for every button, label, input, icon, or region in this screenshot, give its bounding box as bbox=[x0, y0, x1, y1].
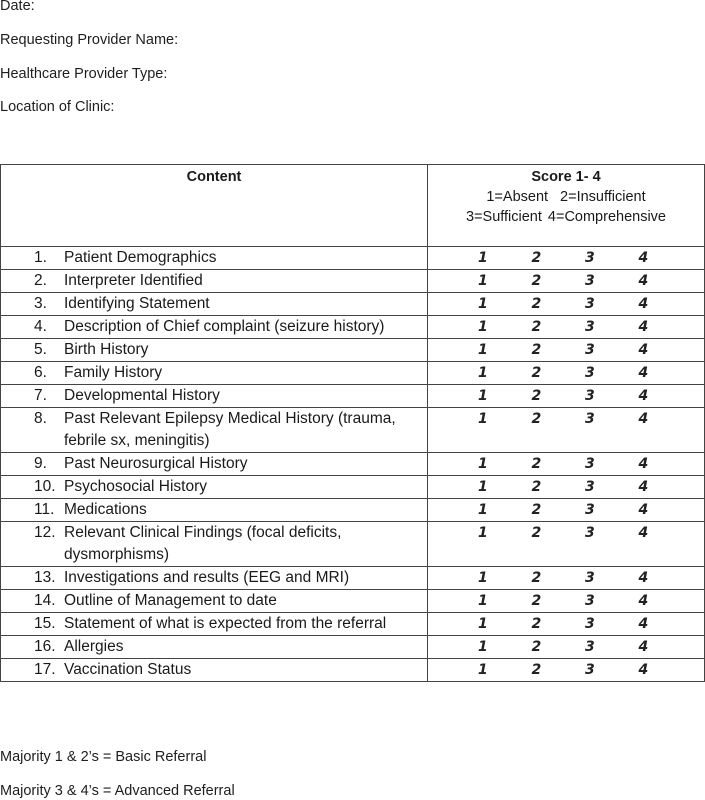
score-cell bbox=[428, 316, 705, 339]
score-cell bbox=[428, 385, 705, 408]
score-option-4[interactable]: 4 bbox=[638, 479, 649, 495]
score-option-4[interactable]: 4 bbox=[638, 273, 649, 289]
item-label: Relevant Clinical Findings (focal deficits, dysmorphisms) bbox=[64, 524, 342, 563]
score-cell bbox=[428, 499, 705, 522]
score-option-2[interactable]: 2 bbox=[531, 342, 542, 358]
item-number bbox=[1, 362, 64, 384]
item-number-text: 15. bbox=[34, 615, 56, 632]
table-row bbox=[1, 408, 705, 453]
content-cell bbox=[1, 362, 428, 385]
score-option-4[interactable]: 4 bbox=[638, 616, 649, 632]
table-row bbox=[1, 453, 705, 476]
item-number-text: 14. bbox=[34, 592, 56, 609]
score-cell bbox=[428, 270, 705, 293]
score-option-4[interactable]: 4 bbox=[638, 502, 649, 518]
table-row bbox=[1, 247, 705, 270]
score-option-4[interactable]: 4 bbox=[638, 525, 649, 541]
table-row bbox=[1, 293, 705, 316]
item-number bbox=[1, 316, 64, 338]
score-option-2[interactable]: 2 bbox=[531, 296, 542, 312]
item-number-text: 13. bbox=[34, 569, 56, 586]
score-option-2[interactable]: 2 bbox=[531, 365, 542, 381]
score-option-4[interactable]: 4 bbox=[638, 593, 649, 609]
score-option-4[interactable]: 4 bbox=[638, 250, 649, 266]
content-cell bbox=[1, 408, 428, 453]
content-cell bbox=[1, 659, 428, 682]
table-row bbox=[1, 476, 705, 499]
score-option-1[interactable]: 1 bbox=[478, 411, 488, 427]
score-header-title: Score 1- 4 bbox=[531, 169, 601, 185]
score-option-1[interactable]: 1 bbox=[478, 456, 488, 472]
score-option-2[interactable]: 2 bbox=[531, 273, 542, 289]
score-option-3[interactable]: 3 bbox=[585, 296, 595, 312]
score-option-4[interactable]: 4 bbox=[638, 365, 649, 381]
content-cell bbox=[1, 247, 428, 270]
form-field-location-of-clinic: Location of Clinic: bbox=[0, 99, 115, 115]
item-number-text: 2. bbox=[34, 272, 47, 289]
item-label: Investigations and results (EEG and MRI) bbox=[64, 569, 350, 586]
table-row bbox=[1, 613, 705, 636]
score-option-1[interactable]: 1 bbox=[478, 616, 488, 632]
score-cell bbox=[428, 636, 705, 659]
table-row bbox=[1, 659, 705, 682]
item-number bbox=[1, 659, 64, 681]
item-label: Vaccination Status bbox=[64, 661, 192, 678]
table-row bbox=[1, 385, 705, 408]
score-cell bbox=[428, 613, 705, 636]
item-number bbox=[1, 385, 64, 407]
score-option-3[interactable]: 3 bbox=[585, 388, 595, 404]
score-option-4[interactable]: 4 bbox=[638, 639, 649, 655]
score-option-1[interactable]: 1 bbox=[478, 365, 488, 381]
content-cell bbox=[1, 636, 428, 659]
score-cell bbox=[428, 522, 705, 567]
item-number-text: 17. bbox=[34, 661, 56, 678]
score-legend-line-2 bbox=[428, 207, 704, 227]
item-number bbox=[1, 567, 64, 589]
score-option-1[interactable]: 1 bbox=[478, 593, 488, 609]
score-cell bbox=[428, 567, 705, 590]
legend-sufficient: 3=Sufficient bbox=[465, 209, 542, 225]
item-number bbox=[1, 613, 64, 635]
table-row bbox=[1, 270, 705, 293]
score-cell bbox=[428, 362, 705, 385]
item-label: Developmental History bbox=[64, 387, 220, 404]
item-label: Identifying Statement bbox=[64, 295, 210, 312]
item-number bbox=[1, 453, 64, 475]
score-option-2[interactable]: 2 bbox=[531, 456, 542, 472]
score-option-4[interactable]: 4 bbox=[638, 342, 649, 358]
item-label: Psychosocial History bbox=[64, 478, 207, 495]
item-label: Birth History bbox=[64, 341, 149, 358]
legend-insufficient: 2=Insufficient bbox=[560, 189, 646, 205]
score-option-4[interactable]: 4 bbox=[638, 296, 649, 312]
item-number bbox=[1, 499, 64, 521]
item-number-text: 9. bbox=[34, 455, 47, 472]
content-cell bbox=[1, 270, 428, 293]
score-option-4[interactable]: 4 bbox=[638, 662, 649, 678]
score-cell bbox=[428, 339, 705, 362]
item-number bbox=[1, 339, 64, 361]
item-number-text: 8. bbox=[34, 410, 47, 427]
item-number-text: 5. bbox=[34, 341, 47, 358]
content-cell bbox=[1, 476, 428, 499]
score-option-1[interactable]: 1 bbox=[478, 639, 488, 655]
score-option-2[interactable]: 2 bbox=[531, 250, 542, 266]
item-number bbox=[1, 270, 64, 292]
score-option-4[interactable]: 4 bbox=[638, 411, 649, 427]
legend-comprehensive: 4=Comprehensive bbox=[547, 209, 666, 225]
form-field-requesting-provider-name: Requesting Provider Name: bbox=[0, 32, 179, 48]
score-option-1[interactable]: 1 bbox=[478, 479, 488, 495]
item-number-text: 11. bbox=[34, 501, 55, 518]
score-option-3[interactable]: 3 bbox=[585, 456, 595, 472]
item-label: Medications bbox=[64, 501, 147, 518]
item-label: Interpreter Identified bbox=[64, 272, 203, 289]
score-option-2[interactable]: 2 bbox=[531, 662, 542, 678]
table-header-row bbox=[1, 165, 705, 247]
score-option-1[interactable]: 1 bbox=[478, 250, 488, 266]
item-number bbox=[1, 636, 64, 658]
score-option-1[interactable]: 1 bbox=[478, 273, 488, 289]
score-option-2[interactable]: 2 bbox=[531, 411, 542, 427]
score-option-3[interactable]: 3 bbox=[585, 342, 595, 358]
score-column-header bbox=[428, 165, 705, 247]
table-row bbox=[1, 316, 705, 339]
item-label: Past Relevant Epilepsy Medical History (trauma, febrile sx, meningitis) bbox=[64, 410, 396, 449]
content-cell bbox=[1, 567, 428, 590]
content-cell bbox=[1, 316, 428, 339]
referral-scoring-table bbox=[0, 164, 705, 682]
item-number-text: 6. bbox=[34, 364, 47, 381]
content-cell bbox=[1, 293, 428, 316]
item-number bbox=[1, 522, 64, 566]
item-label: Statement of what is expected from the referral bbox=[64, 615, 387, 632]
score-option-3[interactable]: 3 bbox=[585, 365, 595, 381]
item-number-text: 3. bbox=[34, 295, 47, 312]
item-number-text: 1. bbox=[34, 249, 47, 266]
score-option-2[interactable]: 2 bbox=[531, 319, 542, 335]
form-field-healthcare-provider-type: Healthcare Provider Type: bbox=[0, 66, 168, 82]
content-column-header bbox=[1, 165, 428, 247]
score-option-1[interactable]: 1 bbox=[478, 388, 488, 404]
item-number-text: 4. bbox=[34, 318, 47, 335]
score-option-3[interactable]: 3 bbox=[585, 273, 595, 289]
score-option-3[interactable]: 3 bbox=[585, 616, 595, 632]
content-cell bbox=[1, 385, 428, 408]
score-option-3[interactable]: 3 bbox=[585, 411, 595, 427]
score-option-1[interactable]: 1 bbox=[478, 502, 488, 518]
table-row bbox=[1, 590, 705, 613]
score-option-3[interactable]: 3 bbox=[585, 502, 595, 518]
table-row bbox=[1, 636, 705, 659]
score-option-2[interactable]: 2 bbox=[531, 593, 542, 609]
content-cell bbox=[1, 590, 428, 613]
item-label: Allergies bbox=[64, 638, 124, 655]
score-option-3[interactable]: 3 bbox=[585, 639, 595, 655]
score-option-2[interactable]: 2 bbox=[531, 525, 542, 541]
score-legend-line-1 bbox=[428, 187, 704, 207]
item-number bbox=[1, 590, 64, 612]
score-option-1[interactable]: 1 bbox=[478, 570, 488, 586]
score-option-2[interactable]: 2 bbox=[531, 570, 542, 586]
score-cell bbox=[428, 453, 705, 476]
form-field-date: Date: bbox=[0, 0, 35, 14]
content-cell bbox=[1, 613, 428, 636]
score-option-2[interactable]: 2 bbox=[531, 388, 542, 404]
content-cell bbox=[1, 499, 428, 522]
score-option-3[interactable]: 3 bbox=[585, 319, 595, 335]
score-option-2[interactable]: 2 bbox=[531, 616, 542, 632]
item-number-text: 7. bbox=[34, 387, 47, 404]
score-option-3[interactable]: 3 bbox=[585, 479, 595, 495]
score-option-1[interactable]: 1 bbox=[478, 525, 488, 541]
footer-advanced-referral: Majority 3 & 4’s = Advanced Referral bbox=[0, 783, 235, 799]
content-cell bbox=[1, 522, 428, 567]
item-label: Past Neurosurgical History bbox=[64, 455, 248, 472]
item-number bbox=[1, 408, 64, 452]
score-option-1[interactable]: 1 bbox=[478, 662, 488, 678]
score-cell bbox=[428, 476, 705, 499]
score-option-3[interactable]: 3 bbox=[585, 662, 595, 678]
score-option-3[interactable]: 3 bbox=[585, 525, 595, 541]
table-row bbox=[1, 362, 705, 385]
score-option-2[interactable]: 2 bbox=[531, 479, 542, 495]
item-number-text: 10. bbox=[34, 478, 56, 495]
score-cell bbox=[428, 408, 705, 453]
score-option-1[interactable]: 1 bbox=[478, 342, 488, 358]
score-cell bbox=[428, 247, 705, 270]
table-row bbox=[1, 339, 705, 362]
score-option-1[interactable]: 1 bbox=[478, 319, 488, 335]
content-cell bbox=[1, 339, 428, 362]
item-number bbox=[1, 247, 64, 269]
score-cell bbox=[428, 590, 705, 613]
item-label: Outline of Management to date bbox=[64, 592, 277, 609]
footer-basic-referral: Majority 1 & 2’s = Basic Referral bbox=[0, 749, 207, 765]
score-option-4[interactable]: 4 bbox=[638, 388, 649, 404]
score-option-3[interactable]: 3 bbox=[585, 250, 595, 266]
score-option-1[interactable]: 1 bbox=[478, 296, 488, 312]
table-row bbox=[1, 567, 705, 590]
item-number bbox=[1, 476, 64, 498]
score-cell bbox=[428, 293, 705, 316]
score-option-4[interactable]: 4 bbox=[638, 319, 649, 335]
content-header-label: Content bbox=[186, 169, 242, 185]
item-number-text: 12. bbox=[34, 524, 56, 541]
score-option-2[interactable]: 2 bbox=[531, 502, 542, 518]
item-number-text: 16. bbox=[34, 638, 56, 655]
legend-absent: 1=Absent bbox=[486, 189, 549, 205]
table-row bbox=[1, 499, 705, 522]
table-row bbox=[1, 522, 705, 567]
item-label: Description of Chief complaint (seizure history) bbox=[64, 318, 385, 335]
score-option-2[interactable]: 2 bbox=[531, 639, 542, 655]
content-cell bbox=[1, 453, 428, 476]
score-cell bbox=[428, 659, 705, 682]
item-label: Patient Demographics bbox=[64, 249, 217, 266]
item-label: Family History bbox=[64, 364, 163, 381]
score-option-3[interactable]: 3 bbox=[585, 570, 595, 586]
score-option-4[interactable]: 4 bbox=[638, 456, 649, 472]
item-number bbox=[1, 293, 64, 315]
score-option-3[interactable]: 3 bbox=[585, 593, 595, 609]
score-option-4[interactable]: 4 bbox=[638, 570, 649, 586]
